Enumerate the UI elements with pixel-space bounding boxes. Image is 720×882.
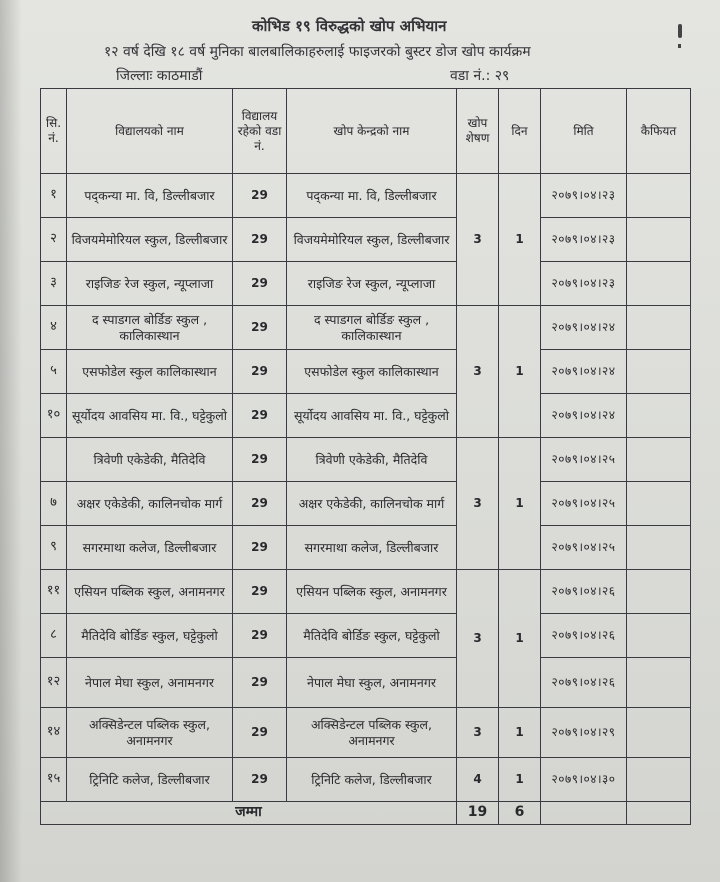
school-cell: सगरमाथा कलेज, डिल्लीबजार	[67, 526, 233, 570]
total-date-blank	[541, 802, 627, 825]
date-cell: २०७९।०४।२३	[541, 262, 627, 306]
staple-mark	[678, 24, 682, 38]
table-row	[41, 306, 691, 350]
table-row	[41, 438, 691, 482]
date-cell: २०७९।०४।२४	[541, 350, 627, 394]
table-row	[41, 218, 691, 262]
serial-cell: ८	[41, 614, 67, 658]
ward-cell: 29	[233, 174, 287, 218]
total-remarks-blank	[627, 802, 691, 825]
center-cell: नेपाल मेघा स्कुल, अनामनगर	[287, 658, 457, 708]
date-cell: २०७९।०४।२४	[541, 394, 627, 438]
serial-cell: १०	[41, 394, 67, 438]
ward-cell: 29	[233, 758, 287, 802]
center-cell: एसियन पब्लिक स्कुल, अनामनगर	[287, 570, 457, 614]
center-cell: सगरमाथा कलेज, डिल्लीबजार	[287, 526, 457, 570]
serial-cell	[41, 438, 67, 482]
remarks-cell	[627, 526, 691, 570]
center-cell: राइजिङ रेज स्कुल, न्यूप्लाजा	[287, 262, 457, 306]
serial-cell: ७	[41, 482, 67, 526]
total-days: 6	[499, 802, 541, 825]
serial-cell: २	[41, 218, 67, 262]
doses-cell: 3	[457, 708, 499, 758]
table-row	[41, 526, 691, 570]
doses-cell: 3	[457, 570, 499, 708]
ward-cell: 29	[233, 306, 287, 350]
center-cell: अक्षर एकेडेकी, कालिनचोक मार्ग	[287, 482, 457, 526]
ward-cell: 29	[233, 614, 287, 658]
total-doses: 19	[457, 802, 499, 825]
col-header-school: विद्यालयको नाम	[67, 89, 233, 174]
serial-cell: १	[41, 174, 67, 218]
date-cell: २०७९।०४।२३	[541, 218, 627, 262]
serial-cell: १२	[41, 658, 67, 708]
table-row	[41, 570, 691, 614]
col-header-serial: सि. नं.	[41, 89, 67, 174]
center-cell: अक्सिडेन्टल पब्लिक स्कुल, अनामनगर	[287, 708, 457, 758]
ward-cell: 29	[233, 394, 287, 438]
col-header-doses: खोप शेषण	[457, 89, 499, 174]
remarks-cell	[627, 570, 691, 614]
ward-cell: 29	[233, 482, 287, 526]
school-cell: एसफोडेल स्कुल कालिकास्थान	[67, 350, 233, 394]
school-cell: अक्सिडेन्टल पब्लिक स्कुल, अनामनगर	[67, 708, 233, 758]
doses-cell: 3	[457, 174, 499, 306]
remarks-cell	[627, 306, 691, 350]
remarks-cell	[627, 708, 691, 758]
days-cell: 1	[499, 758, 541, 802]
school-cell: ट्रिनिटि कलेज, डिल्लीबजार	[67, 758, 233, 802]
ward-label: वडा नं.: २९	[450, 68, 510, 84]
col-header-center: खोप केन्द्रको नाम	[287, 89, 457, 174]
document-title: कोभिड १९ विरुद्धको खोप अभियान	[252, 17, 447, 35]
table-header-row	[41, 89, 691, 174]
ward-cell: 29	[233, 262, 287, 306]
school-cell: पद्कन्या मा. वि, डिल्लीबजार	[67, 174, 233, 218]
school-cell: द स्पाडगल बोर्डिङ स्कुल , कालिकास्थान	[67, 306, 233, 350]
date-cell: २०७९।०४।२४	[541, 306, 627, 350]
remarks-cell	[627, 174, 691, 218]
date-cell: २०७९।०४।२५	[541, 438, 627, 482]
remarks-cell	[627, 658, 691, 708]
col-header-days: दिन	[499, 89, 541, 174]
remarks-cell	[627, 482, 691, 526]
school-cell: विजयमेमोरियल स्कुल, डिल्लीबजार	[67, 218, 233, 262]
serial-cell: ११	[41, 570, 67, 614]
remarks-cell	[627, 218, 691, 262]
table-row	[41, 174, 691, 218]
school-cell: राइजिङ रेज स्कुल, न्यूप्लाजा	[67, 262, 233, 306]
date-cell: २०७९।०४।२५	[541, 482, 627, 526]
school-cell: त्रिवेणी एकेडेकी, मैतिदेवि	[67, 438, 233, 482]
school-cell: मैतिदेवि बोर्डिङ स्कुल, घट्टेकुलो	[67, 614, 233, 658]
center-cell: द स्पाडगल बोर्डिङ स्कुल , कालिकास्थान	[287, 306, 457, 350]
ward-cell: 29	[233, 570, 287, 614]
date-cell: २०७९।०४।२९	[541, 708, 627, 758]
center-cell: पद्कन्या मा. वि, डिल्लीबजार	[287, 174, 457, 218]
date-cell: २०७९।०४।३०	[541, 758, 627, 802]
center-cell: विजयमेमोरियल स्कुल, डिल्लीबजार	[287, 218, 457, 262]
date-cell: २०७९।०४।२६	[541, 614, 627, 658]
days-cell: 1	[499, 438, 541, 570]
vaccination-schedule-table	[40, 88, 691, 825]
table-row	[41, 262, 691, 306]
days-cell: 1	[499, 306, 541, 438]
ward-cell: 29	[233, 708, 287, 758]
center-cell: एसफोडेल स्कुल कालिकास्थान	[287, 350, 457, 394]
ward-cell: 29	[233, 438, 287, 482]
center-cell: सूर्योदय आवसिय मा. वि., घट्टेकुलो	[287, 394, 457, 438]
table-row	[41, 482, 691, 526]
days-cell: 1	[499, 174, 541, 306]
table-row	[41, 614, 691, 658]
table-row	[41, 708, 691, 758]
serial-cell: १५	[41, 758, 67, 802]
col-header-ward: विद्यालय रहेको वडा नं.	[233, 89, 287, 174]
total-row	[41, 802, 691, 825]
remarks-cell	[627, 350, 691, 394]
serial-cell: ९	[41, 526, 67, 570]
remarks-cell	[627, 394, 691, 438]
school-cell: सूर्योदय आवसिय मा. वि., घट्टेकुलो	[67, 394, 233, 438]
table-row	[41, 658, 691, 708]
serial-cell: १४	[41, 708, 67, 758]
table-row	[41, 758, 691, 802]
total-label: जम्मा	[41, 802, 457, 825]
doses-cell: 4	[457, 758, 499, 802]
remarks-cell	[627, 438, 691, 482]
days-cell: 1	[499, 570, 541, 708]
center-cell: मैतिदेवि बोर्डिङ स्कुल, घट्टेकुलो	[287, 614, 457, 658]
district-label: जिल्लाः काठमाडौं	[116, 68, 203, 84]
ward-cell: 29	[233, 526, 287, 570]
remarks-cell	[627, 262, 691, 306]
school-cell: नेपाल मेघा स्कुल, अनामनगर	[67, 658, 233, 708]
serial-cell: ५	[41, 350, 67, 394]
serial-cell: ४	[41, 306, 67, 350]
col-header-remarks: कैफियत	[627, 89, 691, 174]
date-cell: २०७९।०४।२६	[541, 570, 627, 614]
page-shadow	[0, 0, 22, 882]
document-subtitle: १२ वर्ष देखि १८ वर्ष मुनिका बालबालिकाहरुलाई फाइजरको बुस्टर डोज खोप कार्यक्रम	[104, 44, 531, 60]
ward-cell: 29	[233, 350, 287, 394]
doses-cell: 3	[457, 306, 499, 438]
date-cell: २०७९।०४।२५	[541, 526, 627, 570]
table-row	[41, 350, 691, 394]
serial-cell: ३	[41, 262, 67, 306]
col-header-date: मिति	[541, 89, 627, 174]
date-cell: २०७९।०४।२६	[541, 658, 627, 708]
table-row	[41, 394, 691, 438]
remarks-cell	[627, 758, 691, 802]
ward-cell: 29	[233, 658, 287, 708]
doses-cell: 3	[457, 438, 499, 570]
center-cell: ट्रिनिटि कलेज, डिल्लीबजार	[287, 758, 457, 802]
school-cell: एसियन पब्लिक स्कुल, अनामनगर	[67, 570, 233, 614]
date-cell: २०७९।०४।२३	[541, 174, 627, 218]
school-cell: अक्षर एकेडेकी, कालिनचोक मार्ग	[67, 482, 233, 526]
days-cell: 1	[499, 708, 541, 758]
ward-cell: 29	[233, 218, 287, 262]
staple-mark-small	[678, 44, 681, 48]
remarks-cell	[627, 614, 691, 658]
center-cell: त्रिवेणी एकेडेकी, मैतिदेवि	[287, 438, 457, 482]
